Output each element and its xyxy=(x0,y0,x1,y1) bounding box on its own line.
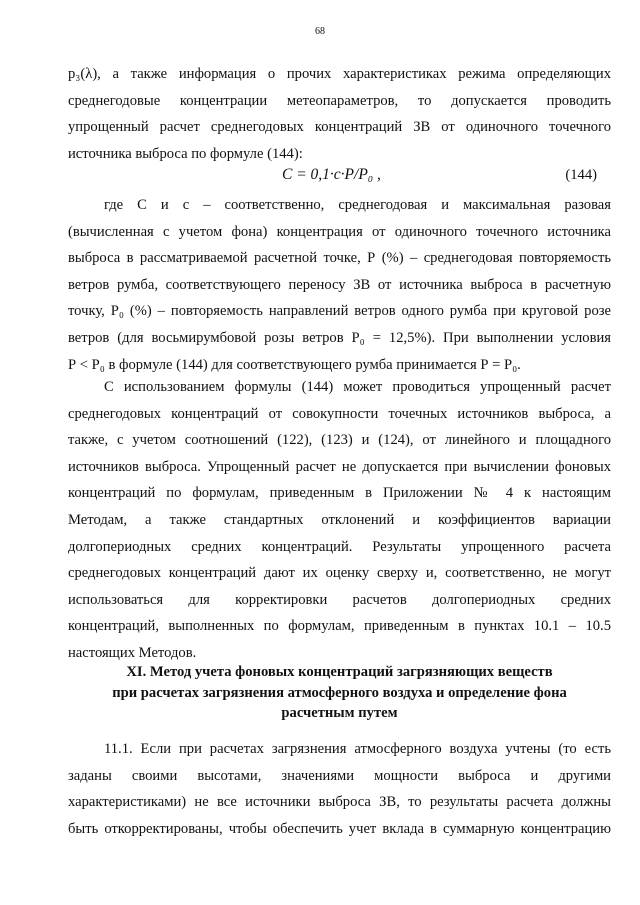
text-line: долгопериодных средних концентраций. Результаты упрощенного расчета xyxy=(68,538,611,555)
text-line: заданы своими высотами, значениями мощности выброса и другими xyxy=(68,767,611,784)
text-line: использоваться для корректировки расчетов долгопериодных средних xyxy=(68,591,611,608)
text-line: где С и c – соответственно, среднегодовая и максимальная разовая xyxy=(104,197,611,213)
text-line: настоящих Методов. xyxy=(68,644,197,661)
text-line: Методам, а также стандартных отклонений и коэффициентов вариации xyxy=(68,511,611,528)
text-line: Р < Р₀ в формуле (144) для соответствующего румба принимается Р = Р₀. xyxy=(68,356,521,373)
heading-line: XI. Метод учета фоновых концентраций загрязняющих веществ xyxy=(126,664,553,680)
text-line: точку, Р₀ (%) – повторяемость направлений ветров одного румба при круговой розе xyxy=(68,303,611,320)
section-heading xyxy=(68,662,611,724)
formula-expression: C = 0,1·c·P/P₀ , xyxy=(282,166,381,183)
text-line: (вычисленная с учетом фона) концентрация от одиночного точечного источника xyxy=(68,223,611,240)
heading-line: расчетным путем xyxy=(281,705,398,721)
page-number: 68 xyxy=(315,26,325,37)
formula-number: (144) xyxy=(565,167,597,183)
text-line: p₃(λ), а также информация о прочих характеристиках режима определяющих xyxy=(68,66,611,82)
paragraph-11-1 xyxy=(68,736,611,842)
text-line: среднегодовых концентраций дают их оценку сверху и, соответственно, не могут xyxy=(68,565,611,582)
text-line: концентраций, выполненных по формулам, приведенным в пунктах 10.1 – 10.5 xyxy=(68,618,611,635)
text-line: ветров (для восьмирумбовой розы ветров Р₀ = 12,5%). При выполнении условия xyxy=(68,329,611,346)
paragraph-intro xyxy=(68,61,611,167)
heading-line: при расчетах загрязнения атмосферного воздуха и определение фона xyxy=(112,684,567,701)
text-line: выброса в рассматриваемой расчетной точке, Р (%) – среднегодовая повторяемость xyxy=(68,250,611,267)
text-line: концентраций по формулам, приведенным в Приложении № 4 к настоящим xyxy=(68,485,611,502)
text-line: среднегодовые концентрации метеопараметров, то допускается проводить xyxy=(68,92,611,109)
text-line: С использованием формулы (144) может проводиться упрощенный расчет xyxy=(104,379,611,395)
text-line: 11.1. Если при расчетах загрязнения атмосферного воздуха учтены (то есть xyxy=(104,741,611,757)
text-line: ветров румба, соответствующего переносу ЗВ от источника выброса в расчетную xyxy=(68,276,611,293)
formula-row xyxy=(68,162,611,192)
paragraph-definitions xyxy=(68,192,611,378)
text-line: источников выброса. Упрощенный расчет не допускается при вычислении фоновых xyxy=(68,458,611,475)
text-line: также, с учетом соотношений (122), (123) и (124), от линейного и площадного xyxy=(68,432,611,449)
text-line: характеристиками) не все источники выброса ЗВ, то результаты расчета должны xyxy=(68,794,611,811)
paragraph-simplified-calculation xyxy=(68,374,611,667)
text-line: быть откорректированы, чтобы обеспечить учет вклада в суммарную концентрацию xyxy=(68,820,611,837)
text-line: упрощенный расчет среднегодовых концентраций ЗВ от одиночного точечного xyxy=(68,119,611,136)
text-line: источника выброса по формуле (144): xyxy=(68,145,303,162)
text-line: среднегодовых концентраций от совокупности точечных источников выброса, а xyxy=(68,405,611,422)
